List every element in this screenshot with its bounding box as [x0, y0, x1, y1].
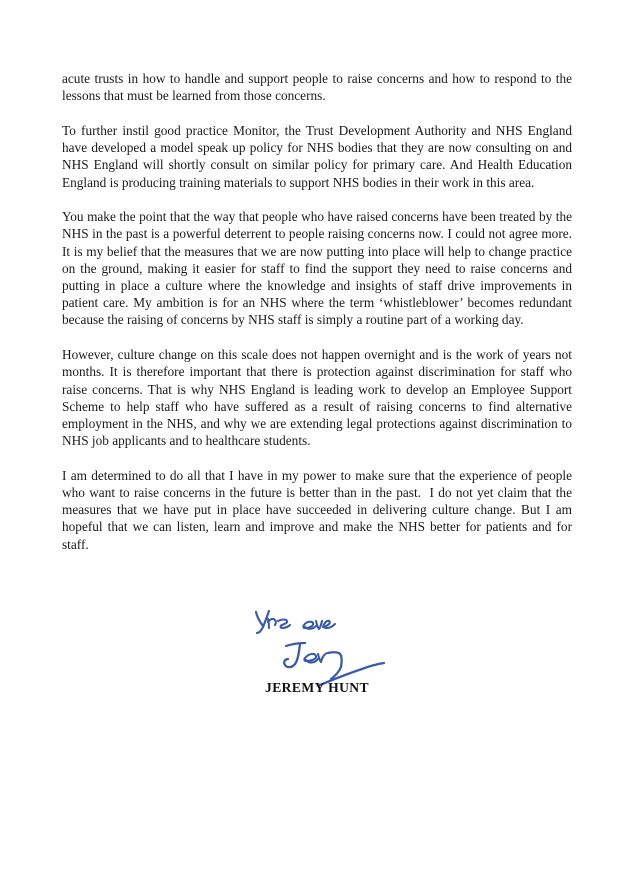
- paragraph: I am determined to do all that I have in my power to make sure that the experience of people who want to raise concerns in the future is better than in the past. I do not yet claim that the measures that we have put in place have succeeded in delivering culture change. But I am hopeful that we can listen, learn and improve and make the NHS better for patients and for staff.: [62, 467, 576, 552]
- paragraph: However, culture change on this scale does not happen overnight and is the work of years not months. It is therefore important that there is protection against discrimination for staff who raise concerns. That is why NHS England is leading work to develop an Employee Support Scheme to help staff who have suffered as a result of raising concerns to find alternative employment in the NHS, and why we are extending legal protections against discrimination to NHS job applicants and to healthcare students.: [62, 347, 576, 449]
- signature-block: [62, 600, 572, 710]
- letter-body: [62, 70, 576, 553]
- paragraph: You make the point that the way that people who have raised concerns have been treated by the NHS in the past is a powerful deterrent to people raising concerns now. I could not agree more. It is my belief that the measures that we are now putting into place will help to change practice on the ground, making it easier for staff to find the support they need to raise concerns and putting in place a culture where the knowledge and insights of staff drive improvements in patient care. My ambition is for an NHS where the term ‘whistleblower’ becomes redundant because the raising of concerns by NHS staff is simply a routine part of a working day.: [62, 209, 576, 328]
- paragraph: To further instil good practice Monitor, the Trust Development Authority and NHS England have developed a model speak up policy for NHS bodies that they are now consulting on and NHS England will shortly consult on similar policy for primary care. And Health Education England is producing training materials to support NHS bodies in their work in this area.: [62, 122, 576, 190]
- paragraph: acute trusts in how to handle and support people to raise concerns and how to respond to the lessons that must be learned from those concerns.: [62, 71, 576, 104]
- signer-name: JEREMY HUNT: [265, 680, 369, 695]
